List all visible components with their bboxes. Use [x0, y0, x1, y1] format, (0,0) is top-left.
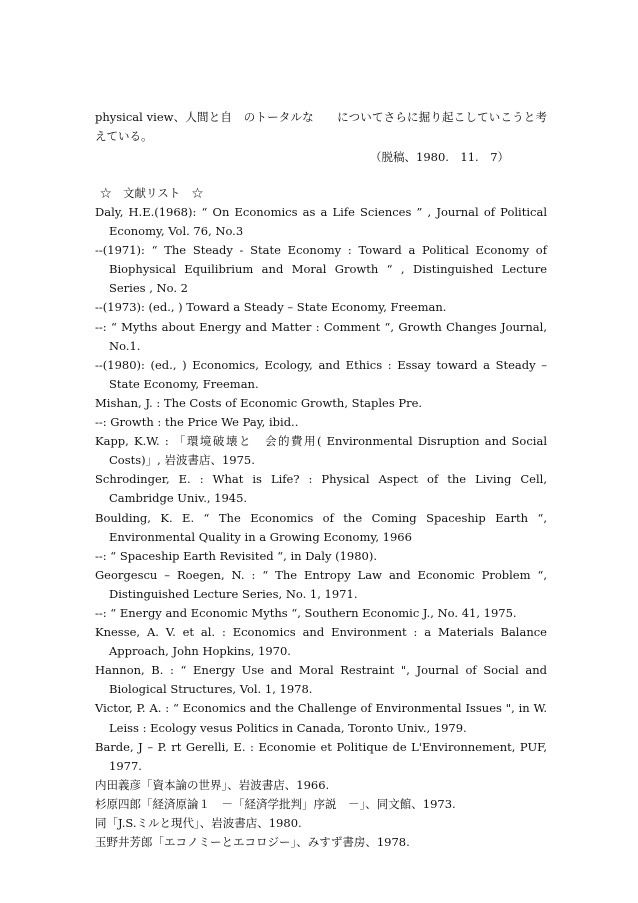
- reference-list-heading: ☆ 文献リスト ☆: [100, 186, 204, 200]
- reference-item: Barde, J – P. rt Gerelli, E. : Economie et Politique de L'Environnement, PUF, 1977.: [95, 739, 547, 773]
- reference-item: 内田義彦「資本論の世界」、岩波書店、1966.: [95, 777, 330, 792]
- reference-item: Knesse, A. V. et al. : Economics and Environment : a Materials Balance Approach, John Hopkins, 1970.: [95, 625, 547, 659]
- reference-item: Daly, H.E.(1968): “ On Economics as a Life Sciences ” , Journal of Political Economy, Vol. 76, No.3: [95, 205, 547, 239]
- reference-item: --: “ Energy and Economic Myths “, Southern Economic J., No. 41, 1975.: [95, 605, 517, 620]
- reference-item: Victor, P. A. : “ Economics and the Challenge of Environmental Issues ", in W. Leiss : Ecology vesus Politics in Canada, Toronto Univ., 1979.: [95, 701, 547, 735]
- reference-item: --: “ Spaceship Earth Revisited “, in Daly (1980).: [95, 548, 378, 563]
- reference-item: Hannon, B. : “ Energy Use and Moral Restraint ", Journal of Social and Biological Structures, Vol. 1, 1978.: [95, 663, 547, 697]
- reference-item: --: “ Myths about Energy and Matter : Comment “, Growth Changes Journal, No.1.: [95, 319, 547, 353]
- intro-paragraph: physical view、人間と自 のトータルな についてさらに掘り起こしていこうと考えている。: [95, 110, 547, 143]
- reference-item: Schrodinger, E. : What is Life? : Physical Aspect of the Living Cell, Cambridge Univ., 1945.: [95, 472, 547, 506]
- reference-item: --(1980): (ed., ) Economics, Ecology, and Ethics : Essay toward a Steady – State Economy, Freeman.: [95, 357, 547, 391]
- reference-item: Kapp, K.W. : 「環境破壊と 会的費用( Environmental Disruption and Social Costs)」, 岩波書店、1975.: [95, 434, 547, 468]
- reference-item: Mishan, J. : The Costs of Economic Growth, Staples Pre.: [95, 395, 423, 410]
- reference-item: 玉野井芳郎「エコノミーとエコロジー」、みすず書房、1978.: [95, 835, 410, 850]
- reference-item: Boulding, K. E. “ The Economics of the Coming Spaceship Earth “, Environmental Quality in a Growing Economy, 1966: [95, 510, 547, 544]
- reference-item: --(1973): (ed., ) Toward a Steady – State Economy, Freeman.: [95, 300, 447, 315]
- completion-date-note: （脱稿、1980. 11. 7）: [370, 150, 510, 164]
- reference-item: --(1971): “ The Steady - State Economy : Toward a Political Economy of Biophysical Equilibrium and Moral Growth “ , Distinguished Lecture Series , No. 2: [95, 243, 547, 296]
- reference-item: 同「J.S.ミルと現代」、岩波書店、1980.: [95, 816, 302, 830]
- reference-item: 杉原四郎「経済原論１ －「経済学批判」序説 －」、同文館、1973.: [95, 796, 456, 811]
- reference-item: --: Growth : the Price We Pay, ibid..: [95, 415, 299, 430]
- reference-list: [95, 203, 547, 852]
- reference-item: Georgescu – Roegen, N. : “ The Entropy Law and Economic Problem “, Distinguished Lecture Series, No. 1, 1971.: [95, 567, 547, 601]
